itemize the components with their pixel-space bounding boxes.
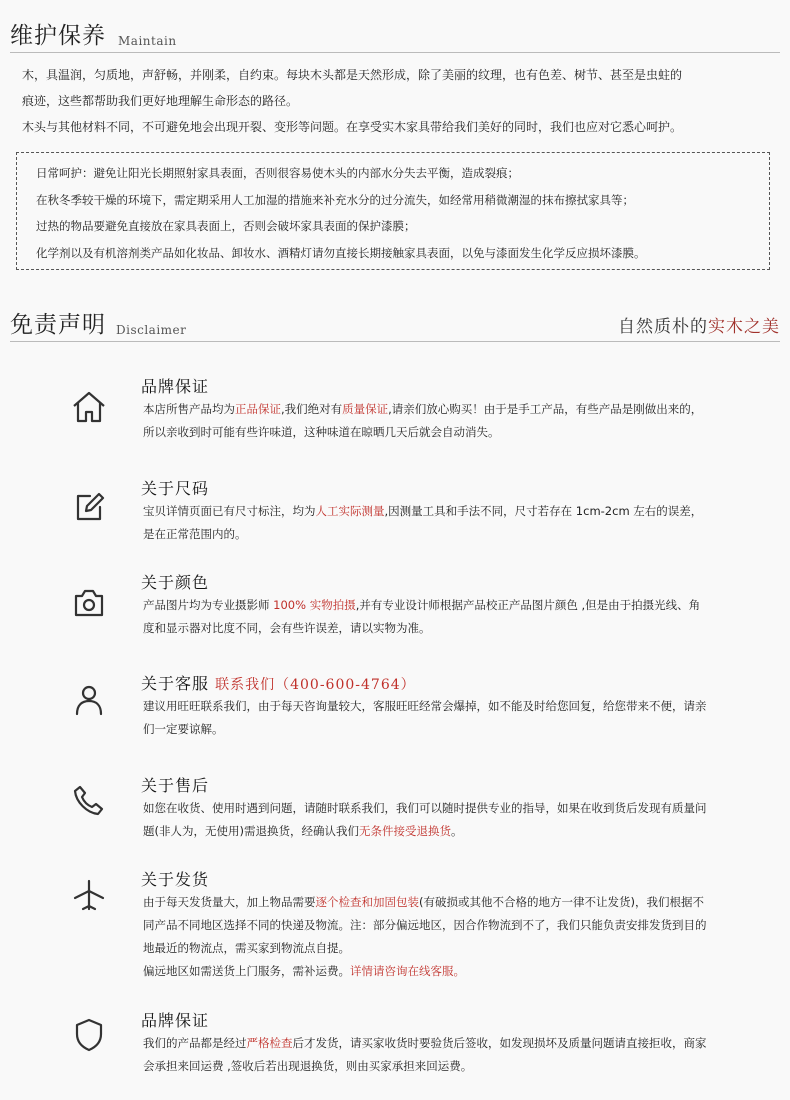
item-body bbox=[143, 891, 708, 983]
text: 由于每天发货量大，加上物品需要 bbox=[143, 895, 316, 909]
item-body bbox=[143, 594, 708, 640]
care-tip: 过热的物品要避免直接放在家具表面上，否则会破坏家具表面的保护漆膜； bbox=[36, 219, 416, 233]
text: ,并有专业设计师根据产品校正产品图片颜色 ,但是由于拍摄光线、角度和显示器对比度不同，会有些许误差，请以实物为准。 bbox=[143, 598, 701, 635]
edit-icon bbox=[70, 488, 108, 526]
text: 。 bbox=[450, 824, 463, 838]
highlight: 质量保证 bbox=[342, 402, 389, 416]
maintenance-title: 维护保养 bbox=[10, 23, 106, 49]
shield-icon bbox=[70, 1016, 108, 1054]
text: 我们的产品都是经过 bbox=[143, 1036, 247, 1050]
item-title: 关于颜色 bbox=[141, 573, 210, 592]
title-text: 关于客服 bbox=[141, 674, 210, 693]
item-title: 关于尺码 bbox=[141, 479, 210, 498]
camera-icon bbox=[70, 584, 108, 622]
maintenance-header bbox=[10, 22, 780, 53]
phone-icon bbox=[70, 781, 108, 819]
text: 后才发货，请买家收货时要验货后签收，如发现损坏及质量问题请直接拒收，商家会承担来回运费 ,签收后若出现退换货，则由买家承担来回运费。 bbox=[143, 1036, 707, 1073]
text: 本店所售产品均为 bbox=[143, 402, 235, 416]
maintenance-paragraph bbox=[22, 62, 762, 140]
care-tip: 日常呵护：避免让阳光长期照射家具表面，否则很容易使木头的内部水分失去平衡，造成裂痕； bbox=[36, 166, 519, 180]
text: 如您在收货、使用时遇到问题，请随时联系我们，我们可以随时提供专业的指导，如果在收到货后发现有质量问题(非人为，无使用)需退换货，经确认我们 bbox=[143, 801, 707, 838]
text: (有破损或其他不合格的地方一律不让发货)，我们根据不同产品不同地区选择不同的快递及物流。注：部分偏远地区，因合作物流到不了，我们只能负责安排发货到目的地最近的物流点，需买家到物流点自提。 bbox=[143, 895, 707, 955]
slogan-part-1: 自然质朴的 bbox=[618, 317, 708, 337]
text: 产品图片均为专业摄影师 bbox=[143, 598, 274, 612]
airplane-icon bbox=[70, 877, 108, 915]
item-title: 品牌保证 bbox=[141, 377, 210, 396]
item-title bbox=[141, 671, 416, 694]
maintenance-line-3: 木头与其他材料不同，不可避免地会出现开裂、变形等问题。在享受实木家具带给我们美好的同时，我们也应对它悉心呵护。 bbox=[22, 120, 683, 134]
disclaimer-title: 免责声明 bbox=[10, 312, 106, 338]
item-title: 关于发货 bbox=[141, 870, 210, 889]
care-tip: 化学剂以及有机溶剂类产品如化妆品、卸妆水、酒精灯请勿直接长期接触家具表面，以免与漆面发生化学反应损坏漆膜。 bbox=[36, 245, 646, 260]
item-body bbox=[143, 398, 708, 444]
item-title: 品牌保证 bbox=[141, 1011, 210, 1030]
text: ,我们绝对有 bbox=[281, 402, 343, 416]
slogan bbox=[618, 312, 780, 337]
item-body bbox=[143, 1032, 708, 1078]
highlight: 严格检查 bbox=[246, 1036, 293, 1050]
care-tip: 在秋冬季较干燥的环境下，需定期采用人工加湿的措施来补充水分的过分流失，如经常用稍微潮湿的抹布擦拭家具等； bbox=[36, 192, 634, 207]
text: ,因测量工具和手法不同，尺寸若存在 1cm-2cm 左右的误差，是在正常范围内的。 bbox=[143, 504, 703, 541]
maintenance-title-en: Maintain bbox=[118, 34, 177, 48]
item-title: 关于售后 bbox=[141, 776, 210, 795]
care-tips-box bbox=[16, 152, 770, 270]
text: 偏远地区如需送货上门服务，需补运费。 bbox=[143, 964, 350, 978]
highlight: 人工实际测量 bbox=[315, 504, 385, 518]
highlight: 100% 实物拍摄 bbox=[273, 598, 356, 612]
disclaimer-title-en: Disclaimer bbox=[116, 323, 187, 337]
text: ,请亲们放心购买！由于是手工产品，有些产品是刚做出来的，所以亲收到时可能有些许味道，这种味道在晾晒几天后就会自动消失。 bbox=[143, 402, 703, 439]
maintenance-line-1: 木，具温润，匀质地，声舒畅，并刚柔，自约束。每块木头都是天然形成，除了美丽的纹理，也有色差、树节、甚至是虫蛀的 bbox=[22, 68, 683, 82]
slogan-part-2: 实木之美 bbox=[708, 317, 780, 337]
highlight: 逐个检查和加固包装 bbox=[315, 895, 419, 909]
online-service-link[interactable]: 详情请咨询在线客服。 bbox=[350, 964, 465, 978]
home-icon bbox=[70, 388, 108, 426]
highlight: 正品保证 bbox=[235, 402, 281, 416]
item-body bbox=[143, 797, 708, 843]
highlight: 无条件接受退换货 bbox=[358, 824, 451, 838]
item-body bbox=[143, 500, 708, 546]
maintenance-line-2: 痕迹，这些都帮助我们更好地理解生命形态的路径。 bbox=[22, 94, 299, 108]
disclaimer-header bbox=[10, 311, 780, 342]
user-icon bbox=[70, 681, 108, 719]
contact-phone[interactable]: 联系我们（400-600-4764） bbox=[215, 677, 416, 693]
item-body: 建议用旺旺联系我们，由于每天咨询量较大，客服旺旺经常会爆掉，如不能及时给您回复，给您带来不便，请亲们一定要谅解。 bbox=[143, 699, 707, 736]
text: 宝贝详情页面已有尺寸标注，均为 bbox=[143, 504, 316, 518]
